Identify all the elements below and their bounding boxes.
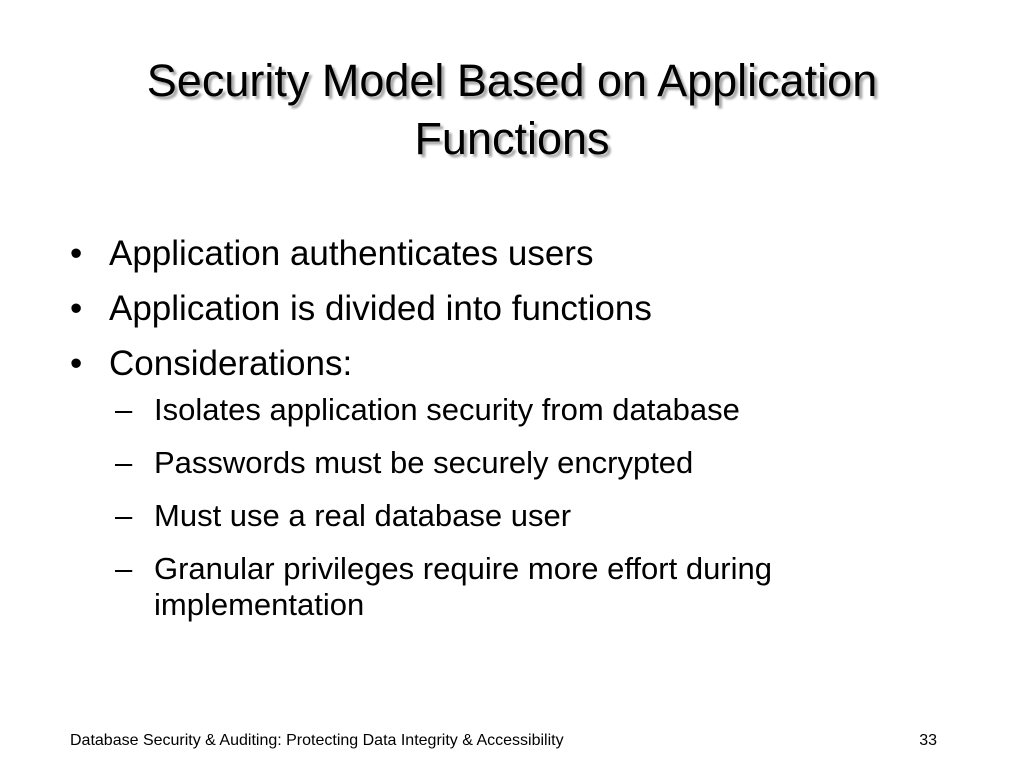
- sub-bullet-item: [70, 498, 970, 534]
- bullet-marker: •: [70, 344, 83, 383]
- sub-bullet-text: Must use a real database user: [154, 498, 572, 533]
- bullet-marker: •: [70, 289, 83, 328]
- bullet-text: Considerations:: [109, 344, 353, 383]
- sub-bullet-marker: –: [115, 498, 133, 533]
- sub-bullet-item: [70, 392, 970, 428]
- bullet-marker: •: [70, 234, 83, 273]
- sub-bullet-text: Granular privileges require more effort during implementation: [154, 551, 773, 622]
- sub-bullet-marker: –: [115, 551, 133, 586]
- bullet-text: Application is divided into functions: [109, 289, 652, 328]
- bullet-item: [70, 226, 970, 281]
- bullet-item: [70, 336, 970, 391]
- sub-bullet-item: [70, 551, 970, 623]
- sub-bullet-marker: –: [115, 445, 133, 480]
- slide-title: [40, 52, 984, 168]
- footer-page-number: 33: [919, 732, 937, 749]
- footer-course-title: Database Security & Auditing: Protecting Data Integrity & Accessibility: [70, 732, 564, 749]
- slide-title-line: Security Model Based on Application: [146, 55, 878, 106]
- sub-bullet-item: [70, 445, 970, 481]
- sub-bullet-text: Passwords must be securely encrypted: [154, 445, 694, 480]
- sub-bullet-list: [70, 392, 970, 623]
- bullet-text: Application authenticates users: [109, 234, 594, 273]
- slide-body: [70, 226, 970, 640]
- slide-title-line: Functions: [414, 113, 610, 164]
- sub-bullet-marker: –: [115, 392, 133, 427]
- bullet-item: [70, 281, 970, 336]
- sub-bullet-text: Isolates application security from database: [154, 392, 740, 427]
